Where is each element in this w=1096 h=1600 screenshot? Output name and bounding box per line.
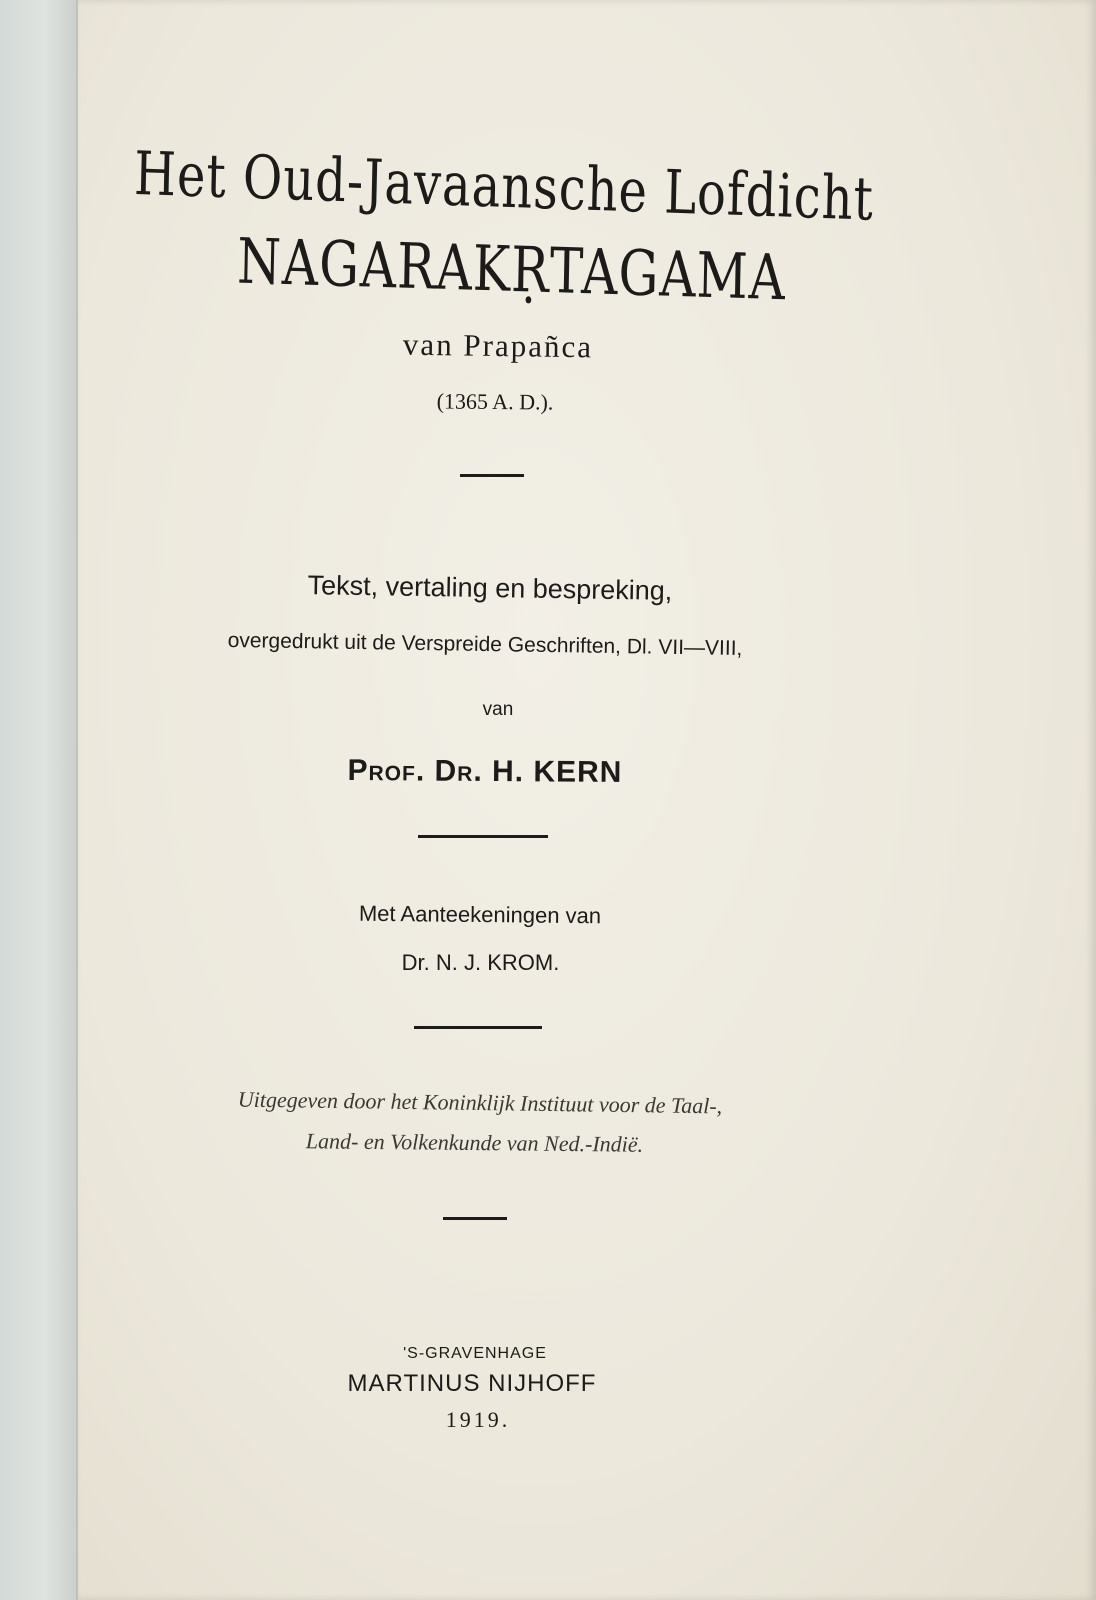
notes-intro: Met Aanteekeningen van (358, 900, 602, 929)
divider-rule (414, 1026, 542, 1029)
main-title: NAGARAKṚTAGAMA (236, 225, 787, 315)
imprint-place: 'S-GRAVENHAGE (403, 1345, 547, 1362)
imprint-year: 1919. (445, 1407, 511, 1432)
facing-page-edge (0, 0, 82, 1600)
publisher-line-2: Land- en Volkenkunde van Ned.-Indië. (305, 1128, 644, 1157)
divider-rule (443, 1217, 507, 1220)
author-name: Prof. Dr. H. KERN (347, 754, 623, 789)
subtitle-line: Tekst, vertaling en bespreking, (307, 570, 673, 606)
poet-line: van Prapañca (402, 326, 594, 365)
reprint-note: overgedrukt uit de Verspreide Geschriften, Dl. VII—VIII, (227, 628, 743, 661)
imprint-publisher: MARTINUS NIJHOFF (347, 1370, 597, 1397)
date-line: (1365 A. D.). (436, 388, 554, 415)
publisher-line-1: Uitgegeven door het Koninklijk Instituut voor de Taal-, (237, 1086, 723, 1119)
divider-rule (460, 474, 524, 477)
notes-author: Dr. N. J. KROM. (401, 950, 560, 975)
divider-rule (418, 835, 548, 838)
van-line: van (482, 699, 514, 720)
title-line: Het Oud-Javaansche Lofdicht (133, 138, 875, 235)
